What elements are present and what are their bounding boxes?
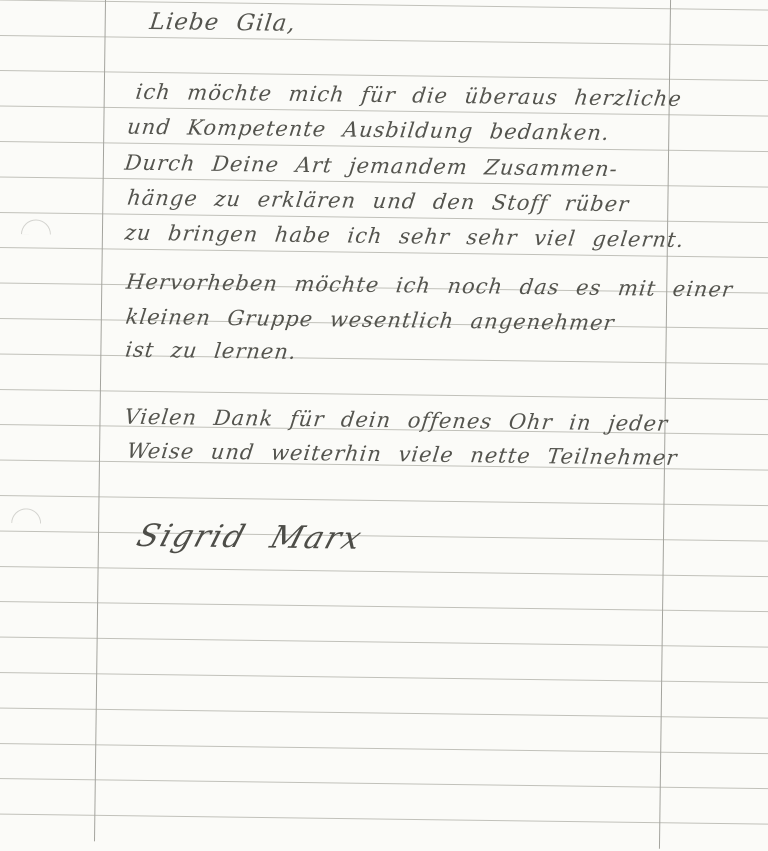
letter-line: Vielen Dank für dein offenes Ohr in jeder — [123, 404, 670, 436]
letter-line: Hervorheben möchte ich noch das es mit einer — [124, 269, 735, 302]
letter-line: ich möchte mich für die überaus herzliche — [134, 79, 684, 111]
letter-line: ist zu lernen. — [124, 337, 299, 364]
salutation: Liebe Gila, — [148, 8, 298, 37]
letter-line: kleinen Gruppe wesentlich angenehmer — [124, 304, 617, 336]
punch-hole-top — [21, 219, 51, 234]
punch-hole-bottom — [11, 508, 41, 523]
letter-line: Durch Deine Art jemandem Zusammen- — [123, 150, 620, 182]
signature: Sigrid Marx — [132, 517, 368, 557]
letter-line: und Kompetente Ausbildung bedanken. — [125, 114, 612, 145]
letter-line: zu bringen habe ich sehr sehr viel gelernt. — [123, 220, 686, 252]
letter-line: hänge zu erklären und den Stoff rüber — [126, 185, 631, 217]
letter-line: Weise und weiterhin viele nette Teilnehmer — [125, 438, 679, 470]
